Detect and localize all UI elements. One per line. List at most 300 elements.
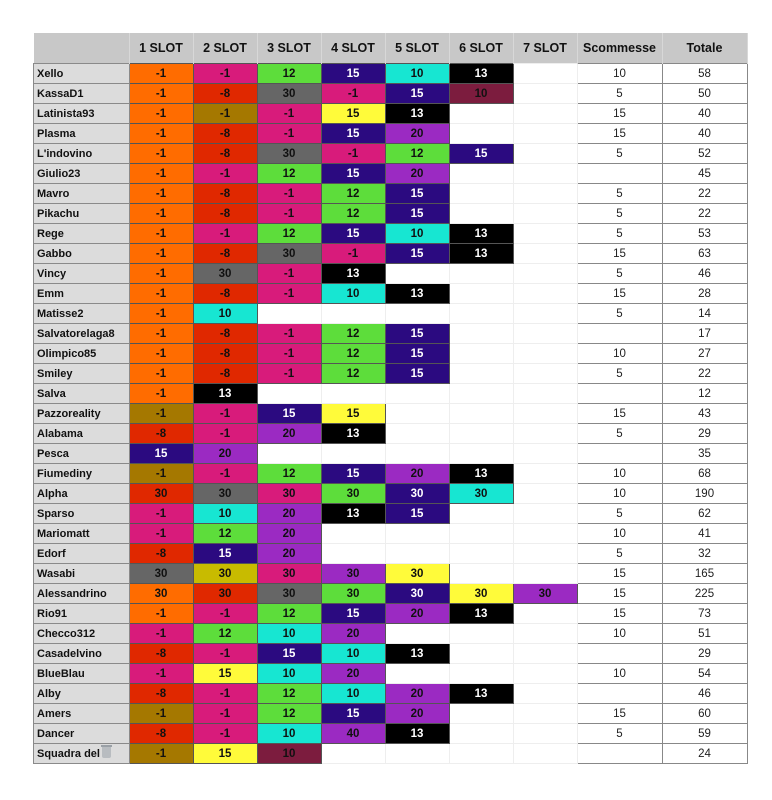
totale-cell[interactable]: 62 [662, 504, 747, 524]
slot-cell[interactable]: 13 [449, 244, 513, 264]
totale-cell[interactable]: 40 [662, 124, 747, 144]
slot-cell[interactable]: -8 [129, 684, 193, 704]
slot-cell[interactable]: 30 [449, 484, 513, 504]
slot-cell[interactable]: 15 [321, 104, 385, 124]
slot-cell[interactable]: 15 [193, 544, 257, 564]
totale-cell[interactable]: 22 [662, 184, 747, 204]
empty-slot-cell[interactable] [513, 724, 577, 744]
slot-cell[interactable]: 10 [193, 504, 257, 524]
slot-cell[interactable]: -1 [129, 504, 193, 524]
empty-slot-cell[interactable] [513, 564, 577, 584]
slot-cell[interactable]: 13 [385, 644, 449, 664]
player-name-cell[interactable] [34, 424, 130, 444]
slot-cell[interactable]: 10 [257, 624, 321, 644]
slot-cell[interactable]: 12 [321, 324, 385, 344]
slot-cell[interactable]: -1 [129, 204, 193, 224]
slot-cell[interactable]: -1 [129, 304, 193, 324]
slot-cell[interactable]: -1 [129, 384, 193, 404]
slot-cell[interactable]: 15 [193, 664, 257, 684]
totale-cell[interactable]: 22 [662, 364, 747, 384]
slot-cell[interactable]: 30 [385, 564, 449, 584]
slot-cell[interactable]: 15 [193, 744, 257, 764]
slot-cell[interactable]: -1 [129, 604, 193, 624]
empty-slot-cell[interactable] [449, 624, 513, 644]
slot-cell[interactable]: 30 [513, 584, 577, 604]
scommesse-cell[interactable]: 15 [577, 564, 662, 584]
slot-cell[interactable]: -1 [257, 364, 321, 384]
slot-cell[interactable]: -1 [321, 244, 385, 264]
player-name-cell[interactable] [34, 664, 130, 684]
slot-cell[interactable]: 15 [385, 364, 449, 384]
scommesse-cell[interactable]: 15 [577, 584, 662, 604]
scommesse-cell[interactable]: 5 [577, 544, 662, 564]
column-header[interactable]: 1 SLOT [129, 33, 193, 64]
totale-cell[interactable]: 73 [662, 604, 747, 624]
empty-slot-cell[interactable] [321, 744, 385, 764]
slot-cell[interactable]: -1 [193, 404, 257, 424]
slot-cell[interactable]: 10 [321, 644, 385, 664]
slot-cell[interactable]: 10 [257, 744, 321, 764]
slot-cell[interactable]: 20 [385, 704, 449, 724]
slot-cell[interactable]: 12 [321, 364, 385, 384]
empty-slot-cell[interactable] [449, 104, 513, 124]
totale-cell[interactable]: 43 [662, 404, 747, 424]
scommesse-cell[interactable]: 15 [577, 284, 662, 304]
slot-cell[interactable]: -8 [193, 184, 257, 204]
slot-cell[interactable]: 15 [129, 444, 193, 464]
empty-slot-cell[interactable] [321, 524, 385, 544]
slot-cell[interactable]: -8 [193, 124, 257, 144]
slot-cell[interactable]: 13 [385, 724, 449, 744]
slot-cell[interactable]: 30 [257, 584, 321, 604]
totale-cell[interactable]: 24 [662, 744, 747, 764]
totale-cell[interactable]: 190 [662, 484, 747, 504]
slot-cell[interactable]: 30 [321, 484, 385, 504]
empty-slot-cell[interactable] [385, 624, 449, 644]
scommesse-cell[interactable]: 10 [577, 464, 662, 484]
scommesse-cell[interactable]: 15 [577, 244, 662, 264]
empty-slot-cell[interactable] [449, 344, 513, 364]
empty-slot-cell[interactable] [449, 444, 513, 464]
totale-cell[interactable]: 46 [662, 264, 747, 284]
empty-slot-cell[interactable] [513, 684, 577, 704]
scommesse-cell[interactable] [577, 384, 662, 404]
slot-cell[interactable]: -1 [129, 224, 193, 244]
slot-cell[interactable]: 10 [321, 684, 385, 704]
column-header[interactable]: 5 SLOT [385, 33, 449, 64]
slot-cell[interactable]: -1 [193, 604, 257, 624]
empty-slot-cell[interactable] [513, 264, 577, 284]
empty-slot-cell[interactable] [449, 284, 513, 304]
slot-cell[interactable]: 13 [449, 224, 513, 244]
slot-cell[interactable]: -1 [193, 164, 257, 184]
slot-cell[interactable]: 12 [321, 344, 385, 364]
empty-slot-cell[interactable] [449, 124, 513, 144]
slot-cell[interactable]: 13 [449, 64, 513, 84]
empty-slot-cell[interactable] [513, 404, 577, 424]
empty-slot-cell[interactable] [449, 384, 513, 404]
slot-cell[interactable]: -1 [321, 84, 385, 104]
slot-cell[interactable]: -8 [193, 284, 257, 304]
empty-slot-cell[interactable] [513, 304, 577, 324]
empty-slot-cell[interactable] [449, 424, 513, 444]
player-name-cell[interactable] [34, 104, 130, 124]
slot-cell[interactable]: 13 [385, 284, 449, 304]
player-name-cell[interactable] [34, 524, 130, 544]
slot-cell[interactable]: 12 [257, 64, 321, 84]
empty-slot-cell[interactable] [513, 544, 577, 564]
scommesse-cell[interactable]: 5 [577, 144, 662, 164]
scommesse-cell[interactable] [577, 164, 662, 184]
empty-slot-cell[interactable] [385, 744, 449, 764]
slot-cell[interactable]: 10 [257, 724, 321, 744]
empty-slot-cell[interactable] [385, 424, 449, 444]
slot-cell[interactable]: -1 [129, 464, 193, 484]
scommesse-cell[interactable] [577, 444, 662, 464]
player-name-cell[interactable] [34, 364, 130, 384]
slot-cell[interactable]: 10 [257, 664, 321, 684]
slot-cell[interactable]: 13 [449, 684, 513, 704]
slot-cell[interactable]: 13 [321, 264, 385, 284]
slot-cell[interactable]: 12 [257, 684, 321, 704]
empty-slot-cell[interactable] [513, 464, 577, 484]
slot-cell[interactable]: 12 [257, 164, 321, 184]
empty-slot-cell[interactable] [513, 164, 577, 184]
scommesse-cell[interactable]: 5 [577, 204, 662, 224]
empty-slot-cell[interactable] [513, 244, 577, 264]
player-name-cell[interactable] [34, 644, 130, 664]
empty-slot-cell[interactable] [449, 324, 513, 344]
slot-cell[interactable]: 40 [321, 724, 385, 744]
slot-cell[interactable]: 13 [449, 604, 513, 624]
totale-cell[interactable]: 45 [662, 164, 747, 184]
scommesse-cell[interactable]: 5 [577, 364, 662, 384]
slot-cell[interactable]: 20 [321, 624, 385, 644]
slot-cell[interactable]: 30 [193, 484, 257, 504]
totale-cell[interactable]: 41 [662, 524, 747, 544]
empty-slot-cell[interactable] [385, 304, 449, 324]
player-name-cell[interactable] [34, 544, 130, 564]
slot-cell[interactable]: 15 [321, 164, 385, 184]
totale-cell[interactable]: 68 [662, 464, 747, 484]
empty-slot-cell[interactable] [513, 644, 577, 664]
slot-cell[interactable]: 12 [321, 184, 385, 204]
slot-cell[interactable]: 30 [193, 584, 257, 604]
player-name-cell[interactable] [34, 324, 130, 344]
slot-cell[interactable]: -1 [257, 264, 321, 284]
totale-cell[interactable]: 225 [662, 584, 747, 604]
empty-slot-cell[interactable] [513, 744, 577, 764]
totale-cell[interactable]: 165 [662, 564, 747, 584]
empty-slot-cell[interactable] [513, 364, 577, 384]
player-name-cell[interactable] [34, 204, 130, 224]
empty-slot-cell[interactable] [513, 204, 577, 224]
empty-slot-cell[interactable] [385, 524, 449, 544]
player-name-cell[interactable] [34, 584, 130, 604]
slot-cell[interactable]: 13 [385, 104, 449, 124]
totale-cell[interactable]: 22 [662, 204, 747, 224]
slot-cell[interactable]: 20 [385, 684, 449, 704]
slot-cell[interactable]: -1 [193, 104, 257, 124]
slot-cell[interactable]: -8 [129, 544, 193, 564]
empty-slot-cell[interactable] [449, 204, 513, 224]
slot-cell[interactable]: 15 [321, 604, 385, 624]
slot-cell[interactable]: 15 [321, 224, 385, 244]
empty-slot-cell[interactable] [513, 84, 577, 104]
empty-slot-cell[interactable] [257, 444, 321, 464]
slot-cell[interactable]: 15 [321, 704, 385, 724]
totale-cell[interactable]: 14 [662, 304, 747, 324]
slot-cell[interactable]: -1 [129, 244, 193, 264]
player-name-cell[interactable] [34, 64, 130, 84]
player-name-cell[interactable] [34, 624, 130, 644]
player-name-cell[interactable] [34, 564, 130, 584]
slot-cell[interactable]: -1 [193, 464, 257, 484]
slot-cell[interactable]: -1 [129, 184, 193, 204]
totale-cell[interactable]: 50 [662, 84, 747, 104]
totale-cell[interactable]: 29 [662, 424, 747, 444]
slot-cell[interactable]: -1 [193, 684, 257, 704]
slot-cell[interactable]: -1 [129, 524, 193, 544]
totale-cell[interactable]: 32 [662, 544, 747, 564]
slot-cell[interactable]: -1 [193, 64, 257, 84]
empty-slot-cell[interactable] [321, 544, 385, 564]
slot-cell[interactable]: 20 [385, 164, 449, 184]
slot-cell[interactable]: 20 [257, 424, 321, 444]
empty-slot-cell[interactable] [257, 304, 321, 324]
empty-slot-cell[interactable] [385, 544, 449, 564]
slot-cell[interactable]: -1 [129, 144, 193, 164]
empty-slot-cell[interactable] [385, 264, 449, 284]
slot-cell[interactable]: -8 [193, 244, 257, 264]
slot-cell[interactable]: 12 [257, 604, 321, 624]
slot-cell[interactable]: 30 [193, 264, 257, 284]
empty-slot-cell[interactable] [513, 704, 577, 724]
column-header[interactable]: 6 SLOT [449, 33, 513, 64]
slot-cell[interactable]: -8 [129, 724, 193, 744]
slot-cell[interactable]: 15 [321, 64, 385, 84]
slot-cell[interactable]: 10 [385, 224, 449, 244]
slot-cell[interactable]: 30 [385, 484, 449, 504]
totale-cell[interactable]: 63 [662, 244, 747, 264]
scommesse-cell[interactable] [577, 684, 662, 704]
slot-cell[interactable]: 15 [321, 404, 385, 424]
player-name-cell[interactable] [34, 384, 130, 404]
scommesse-cell[interactable] [577, 644, 662, 664]
scommesse-cell[interactable] [577, 744, 662, 764]
slot-cell[interactable]: -8 [193, 364, 257, 384]
player-name-cell[interactable] [34, 144, 130, 164]
empty-slot-cell[interactable] [321, 304, 385, 324]
slot-cell[interactable]: -1 [129, 164, 193, 184]
slot-cell[interactable]: 20 [193, 444, 257, 464]
slot-cell[interactable]: 30 [257, 484, 321, 504]
slot-cell[interactable]: -1 [257, 344, 321, 364]
slot-cell[interactable]: 30 [257, 564, 321, 584]
empty-slot-cell[interactable] [513, 524, 577, 544]
slot-cell[interactable]: 30 [449, 584, 513, 604]
slot-cell[interactable]: -1 [257, 184, 321, 204]
totale-cell[interactable]: 53 [662, 224, 747, 244]
slot-cell[interactable]: 15 [385, 84, 449, 104]
player-name-cell[interactable] [34, 604, 130, 624]
slot-cell[interactable]: 20 [385, 124, 449, 144]
player-name-cell[interactable] [34, 124, 130, 144]
empty-slot-cell[interactable] [513, 664, 577, 684]
slot-cell[interactable]: -1 [321, 144, 385, 164]
column-header[interactable]: 7 SLOT [513, 33, 577, 64]
empty-slot-cell[interactable] [449, 544, 513, 564]
empty-slot-cell[interactable] [513, 484, 577, 504]
slot-cell[interactable]: 10 [193, 304, 257, 324]
empty-slot-cell[interactable] [513, 224, 577, 244]
slot-cell[interactable]: 10 [321, 284, 385, 304]
slot-cell[interactable]: -1 [193, 224, 257, 244]
totale-cell[interactable]: 29 [662, 644, 747, 664]
column-header[interactable]: 3 SLOT [257, 33, 321, 64]
empty-slot-cell[interactable] [385, 404, 449, 424]
slot-cell[interactable]: 15 [385, 324, 449, 344]
slot-cell[interactable]: 12 [385, 144, 449, 164]
totale-cell[interactable]: 54 [662, 664, 747, 684]
empty-slot-cell[interactable] [513, 424, 577, 444]
empty-slot-cell[interactable] [449, 184, 513, 204]
scommesse-cell[interactable]: 10 [577, 664, 662, 684]
player-name-cell[interactable] [34, 704, 130, 724]
empty-slot-cell[interactable] [385, 444, 449, 464]
slot-cell[interactable]: -1 [193, 704, 257, 724]
scommesse-cell[interactable]: 10 [577, 624, 662, 644]
empty-slot-cell[interactable] [513, 324, 577, 344]
slot-cell[interactable]: 12 [193, 524, 257, 544]
slot-cell[interactable]: 15 [385, 204, 449, 224]
slot-cell[interactable]: -1 [129, 264, 193, 284]
scommesse-cell[interactable]: 15 [577, 104, 662, 124]
slot-cell[interactable]: 20 [257, 504, 321, 524]
slot-cell[interactable]: -1 [129, 364, 193, 384]
empty-slot-cell[interactable] [449, 304, 513, 324]
slot-cell[interactable]: -1 [129, 704, 193, 724]
slot-cell[interactable]: -1 [193, 724, 257, 744]
player-name-cell[interactable] [34, 244, 130, 264]
empty-slot-cell[interactable] [449, 724, 513, 744]
totale-cell[interactable]: 12 [662, 384, 747, 404]
scommesse-cell[interactable]: 5 [577, 304, 662, 324]
slot-cell[interactable]: 30 [257, 84, 321, 104]
slot-cell[interactable]: -1 [257, 204, 321, 224]
empty-slot-cell[interactable] [449, 524, 513, 544]
scommesse-cell[interactable]: 15 [577, 604, 662, 624]
slot-cell[interactable]: 15 [321, 124, 385, 144]
slot-cell[interactable]: 13 [321, 504, 385, 524]
scommesse-cell[interactable]: 5 [577, 504, 662, 524]
slot-cell[interactable]: -8 [193, 344, 257, 364]
slot-cell[interactable]: -1 [129, 284, 193, 304]
slot-cell[interactable]: 20 [257, 544, 321, 564]
totale-cell[interactable]: 58 [662, 64, 747, 84]
empty-slot-cell[interactable] [257, 384, 321, 404]
totale-cell[interactable]: 17 [662, 324, 747, 344]
empty-slot-cell[interactable] [449, 664, 513, 684]
slot-cell[interactable]: 20 [385, 464, 449, 484]
empty-slot-cell[interactable] [513, 104, 577, 124]
slot-cell[interactable]: 30 [385, 584, 449, 604]
slot-cell[interactable]: -1 [193, 644, 257, 664]
slot-cell[interactable]: 30 [193, 564, 257, 584]
slot-cell[interactable]: 20 [385, 604, 449, 624]
player-name-cell[interactable] [34, 264, 130, 284]
slot-cell[interactable]: -1 [129, 324, 193, 344]
scommesse-cell[interactable]: 10 [577, 64, 662, 84]
totale-cell[interactable]: 46 [662, 684, 747, 704]
totale-cell[interactable]: 35 [662, 444, 747, 464]
slot-cell[interactable]: 12 [257, 224, 321, 244]
empty-slot-cell[interactable] [513, 444, 577, 464]
player-name-cell[interactable] [34, 224, 130, 244]
player-name-cell[interactable] [34, 304, 130, 324]
slot-cell[interactable]: 20 [321, 664, 385, 684]
empty-slot-cell[interactable] [513, 284, 577, 304]
player-name-cell[interactable] [34, 744, 130, 764]
scommesse-cell[interactable]: 15 [577, 124, 662, 144]
empty-slot-cell[interactable] [449, 644, 513, 664]
slot-cell[interactable]: -8 [193, 84, 257, 104]
slot-cell[interactable]: -1 [129, 64, 193, 84]
empty-slot-cell[interactable] [513, 384, 577, 404]
scommesse-cell[interactable]: 15 [577, 704, 662, 724]
slot-cell[interactable]: -1 [129, 124, 193, 144]
empty-slot-cell[interactable] [321, 384, 385, 404]
slot-cell[interactable]: 12 [321, 204, 385, 224]
scommesse-cell[interactable]: 10 [577, 344, 662, 364]
totale-cell[interactable]: 51 [662, 624, 747, 644]
empty-slot-cell[interactable] [385, 384, 449, 404]
totale-cell[interactable]: 52 [662, 144, 747, 164]
slot-cell[interactable]: 10 [449, 84, 513, 104]
slot-cell[interactable]: 15 [257, 644, 321, 664]
slot-cell[interactable]: -1 [129, 624, 193, 644]
slot-cell[interactable]: 20 [257, 524, 321, 544]
empty-slot-cell[interactable] [449, 364, 513, 384]
empty-slot-cell[interactable] [321, 444, 385, 464]
slot-cell[interactable]: 13 [321, 424, 385, 444]
slot-cell[interactable]: -1 [129, 344, 193, 364]
player-name-cell[interactable] [34, 84, 130, 104]
totale-cell[interactable]: 60 [662, 704, 747, 724]
scommesse-cell[interactable] [577, 324, 662, 344]
player-name-cell[interactable] [34, 284, 130, 304]
slot-cell[interactable]: 30 [321, 564, 385, 584]
slot-cell[interactable]: -1 [129, 104, 193, 124]
column-header[interactable]: 2 SLOT [193, 33, 257, 64]
empty-slot-cell[interactable] [449, 564, 513, 584]
slot-cell[interactable]: 13 [193, 384, 257, 404]
empty-slot-cell[interactable] [449, 744, 513, 764]
player-name-cell[interactable] [34, 504, 130, 524]
slot-cell[interactable]: 30 [321, 584, 385, 604]
slot-cell[interactable]: -8 [193, 204, 257, 224]
empty-slot-cell[interactable] [449, 504, 513, 524]
slot-cell[interactable]: -1 [129, 404, 193, 424]
empty-slot-cell[interactable] [513, 604, 577, 624]
slot-cell[interactable]: -8 [193, 144, 257, 164]
empty-slot-cell[interactable] [513, 344, 577, 364]
slot-cell[interactable]: 30 [257, 244, 321, 264]
slot-cell[interactable]: -1 [129, 84, 193, 104]
slot-cell[interactable]: 30 [129, 584, 193, 604]
slot-cell[interactable]: 13 [449, 464, 513, 484]
scommesse-cell[interactable]: 5 [577, 84, 662, 104]
